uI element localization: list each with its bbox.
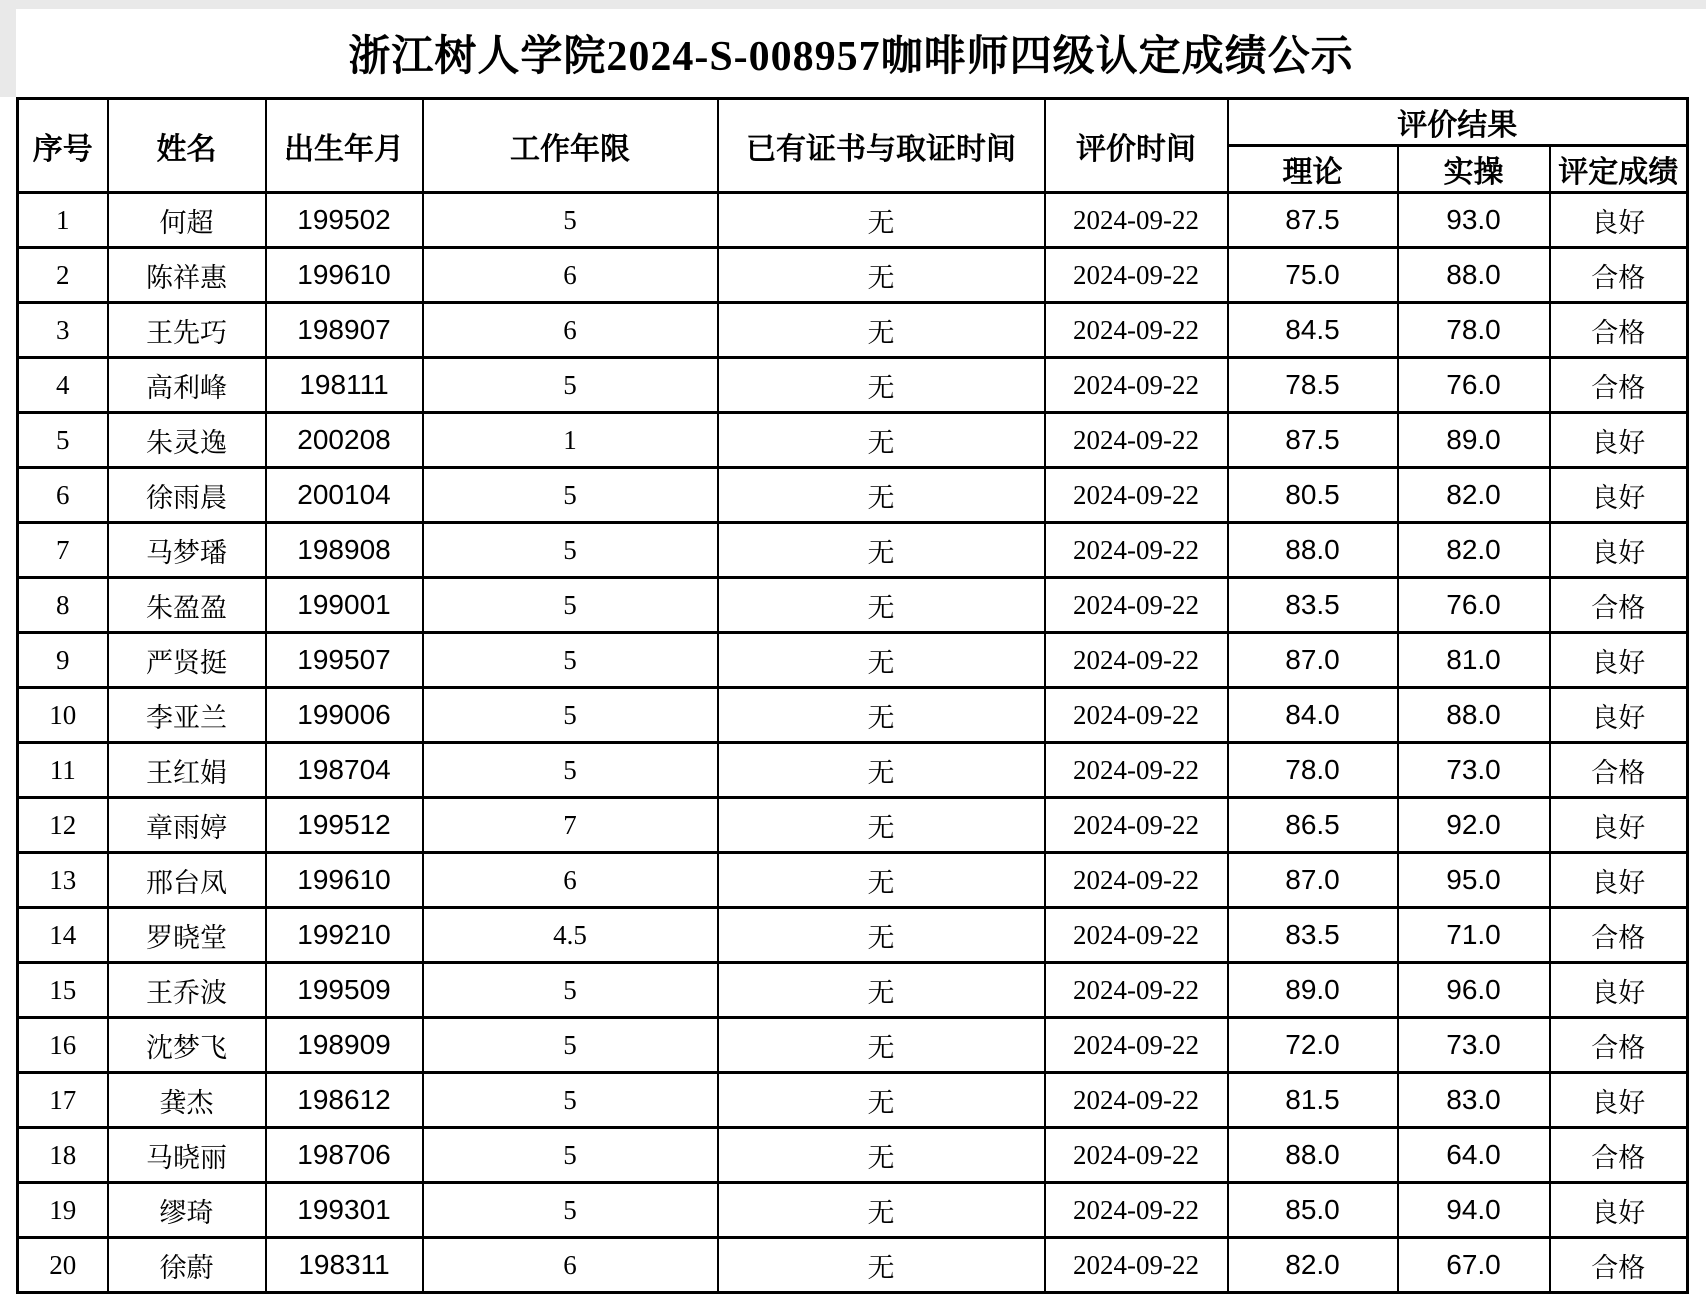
cell-eval-time: 2024-09-22 [1045, 1018, 1228, 1073]
cell-birth: 198704 [266, 743, 423, 798]
cell-name: 章雨婷 [108, 798, 266, 853]
header-theory: 理论 [1228, 146, 1398, 193]
cell-eval-time: 2024-09-22 [1045, 248, 1228, 303]
cell-cert: 无 [718, 248, 1045, 303]
cell-practical: 71.0 [1398, 908, 1550, 963]
table-row [18, 1238, 1688, 1293]
cell-birth: 199210 [266, 908, 423, 963]
cell-name: 马晓丽 [108, 1128, 266, 1183]
cell-index: 16 [18, 1018, 108, 1073]
cell-years: 7 [423, 798, 718, 853]
cell-practical: 92.0 [1398, 798, 1550, 853]
header-name: 姓名 [108, 99, 266, 193]
cell-index: 6 [18, 468, 108, 523]
cell-theory: 88.0 [1228, 523, 1398, 578]
cell-years: 5 [423, 578, 718, 633]
cell-index: 20 [18, 1238, 108, 1293]
cell-birth: 198907 [266, 303, 423, 358]
cell-cert: 无 [718, 1183, 1045, 1238]
cell-theory: 85.0 [1228, 1183, 1398, 1238]
cell-birth: 198111 [266, 358, 423, 413]
cell-theory: 89.0 [1228, 963, 1398, 1018]
cell-index: 18 [18, 1128, 108, 1183]
cell-name: 王红娟 [108, 743, 266, 798]
cell-years: 6 [423, 303, 718, 358]
cell-eval-time: 2024-09-22 [1045, 523, 1228, 578]
cell-grade: 合格 [1550, 1018, 1688, 1073]
cell-practical: 88.0 [1398, 688, 1550, 743]
cell-theory: 72.0 [1228, 1018, 1398, 1073]
cell-practical: 89.0 [1398, 413, 1550, 468]
cell-grade: 合格 [1550, 1128, 1688, 1183]
cell-eval-time: 2024-09-22 [1045, 908, 1228, 963]
sheet-margin-left [0, 9, 16, 97]
cell-grade: 合格 [1550, 248, 1688, 303]
cell-practical: 73.0 [1398, 1018, 1550, 1073]
header-birth: 出生年月 [266, 99, 423, 193]
cell-practical: 95.0 [1398, 853, 1550, 908]
cell-years: 5 [423, 743, 718, 798]
cell-eval-time: 2024-09-22 [1045, 963, 1228, 1018]
header-cert: 已有证书与取证时间 [718, 99, 1045, 193]
header-grade: 评定成绩 [1550, 146, 1688, 193]
cell-grade: 合格 [1550, 578, 1688, 633]
cell-birth: 199301 [266, 1183, 423, 1238]
cell-practical: 81.0 [1398, 633, 1550, 688]
cell-grade: 合格 [1550, 358, 1688, 413]
cell-grade: 合格 [1550, 1238, 1688, 1293]
cell-birth: 198909 [266, 1018, 423, 1073]
cell-practical: 93.0 [1398, 193, 1550, 248]
cell-grade: 良好 [1550, 633, 1688, 688]
cell-birth: 199512 [266, 798, 423, 853]
cell-birth: 199507 [266, 633, 423, 688]
cell-index: 3 [18, 303, 108, 358]
cell-birth: 199610 [266, 853, 423, 908]
table-body [18, 193, 1688, 1293]
cell-theory: 80.5 [1228, 468, 1398, 523]
cell-birth: 199509 [266, 963, 423, 1018]
cell-birth: 198706 [266, 1128, 423, 1183]
cell-theory: 81.5 [1228, 1073, 1398, 1128]
cell-cert: 无 [718, 963, 1045, 1018]
cell-theory: 87.0 [1228, 633, 1398, 688]
table-row [18, 963, 1688, 1018]
cell-birth: 198311 [266, 1238, 423, 1293]
cell-eval-time: 2024-09-22 [1045, 798, 1228, 853]
cell-cert: 无 [718, 1018, 1045, 1073]
cell-grade: 良好 [1550, 798, 1688, 853]
cell-cert: 无 [718, 193, 1045, 248]
cell-theory: 83.5 [1228, 908, 1398, 963]
cell-theory: 83.5 [1228, 578, 1398, 633]
cell-name: 缪琦 [108, 1183, 266, 1238]
cell-eval-time: 2024-09-22 [1045, 633, 1228, 688]
cell-name: 罗晓堂 [108, 908, 266, 963]
table-row [18, 413, 1688, 468]
cell-name: 马梦璠 [108, 523, 266, 578]
cell-years: 5 [423, 468, 718, 523]
cell-grade: 合格 [1550, 908, 1688, 963]
cell-index: 12 [18, 798, 108, 853]
cell-eval-time: 2024-09-22 [1045, 413, 1228, 468]
cell-practical: 76.0 [1398, 358, 1550, 413]
cell-practical: 67.0 [1398, 1238, 1550, 1293]
table-row [18, 578, 1688, 633]
cell-grade: 良好 [1550, 1073, 1688, 1128]
table-row [18, 633, 1688, 688]
cell-name: 李亚兰 [108, 688, 266, 743]
cell-practical: 83.0 [1398, 1073, 1550, 1128]
header-index: 序号 [18, 99, 108, 193]
title-box [16, 9, 1686, 97]
cell-index: 1 [18, 193, 108, 248]
cell-theory: 82.0 [1228, 1238, 1398, 1293]
cell-cert: 无 [718, 743, 1045, 798]
cell-theory: 87.5 [1228, 193, 1398, 248]
cell-eval-time: 2024-09-22 [1045, 1183, 1228, 1238]
table-row [18, 798, 1688, 853]
cell-cert: 无 [718, 908, 1045, 963]
cell-grade: 良好 [1550, 963, 1688, 1018]
cell-cert: 无 [718, 1073, 1045, 1128]
cell-index: 19 [18, 1183, 108, 1238]
cell-theory: 84.5 [1228, 303, 1398, 358]
table-row [18, 303, 1688, 358]
cell-cert: 无 [718, 798, 1045, 853]
header-practical: 实操 [1398, 146, 1550, 193]
cell-years: 5 [423, 633, 718, 688]
cell-years: 5 [423, 523, 718, 578]
table-row [18, 523, 1688, 578]
cell-practical: 82.0 [1398, 468, 1550, 523]
scores-table [16, 97, 1689, 1294]
cell-cert: 无 [718, 688, 1045, 743]
cell-name: 龚杰 [108, 1073, 266, 1128]
cell-birth: 198612 [266, 1073, 423, 1128]
cell-birth: 198908 [266, 523, 423, 578]
cell-birth: 199502 [266, 193, 423, 248]
cell-name: 徐蔚 [108, 1238, 266, 1293]
cell-theory: 87.5 [1228, 413, 1398, 468]
cell-index: 10 [18, 688, 108, 743]
cell-birth: 200104 [266, 468, 423, 523]
cell-index: 11 [18, 743, 108, 798]
cell-eval-time: 2024-09-22 [1045, 1073, 1228, 1128]
cell-grade: 良好 [1550, 413, 1688, 468]
table-header [18, 99, 1688, 193]
cell-cert: 无 [718, 1128, 1045, 1183]
cell-grade: 良好 [1550, 468, 1688, 523]
table-row [18, 468, 1688, 523]
cell-cert: 无 [718, 413, 1045, 468]
cell-index: 9 [18, 633, 108, 688]
cell-eval-time: 2024-09-22 [1045, 1128, 1228, 1183]
cell-name: 何超 [108, 193, 266, 248]
cell-name: 王先巧 [108, 303, 266, 358]
table-row [18, 248, 1688, 303]
cell-index: 7 [18, 523, 108, 578]
cell-practical: 73.0 [1398, 743, 1550, 798]
cell-practical: 88.0 [1398, 248, 1550, 303]
header-eval-time: 评价时间 [1045, 99, 1228, 193]
cell-birth: 199610 [266, 248, 423, 303]
cell-cert: 无 [718, 468, 1045, 523]
cell-birth: 199001 [266, 578, 423, 633]
cell-index: 4 [18, 358, 108, 413]
cell-eval-time: 2024-09-22 [1045, 688, 1228, 743]
cell-name: 高利峰 [108, 358, 266, 413]
table-row [18, 358, 1688, 413]
cell-cert: 无 [718, 578, 1045, 633]
cell-theory: 86.5 [1228, 798, 1398, 853]
cell-birth: 200208 [266, 413, 423, 468]
cell-grade: 良好 [1550, 523, 1688, 578]
cell-birth: 199006 [266, 688, 423, 743]
cell-index: 8 [18, 578, 108, 633]
table-row [18, 1073, 1688, 1128]
header-result-group: 评价结果 [1228, 99, 1688, 146]
cell-grade: 合格 [1550, 743, 1688, 798]
cell-eval-time: 2024-09-22 [1045, 193, 1228, 248]
cell-eval-time: 2024-09-22 [1045, 578, 1228, 633]
cell-grade: 良好 [1550, 688, 1688, 743]
cell-cert: 无 [718, 853, 1045, 908]
cell-eval-time: 2024-09-22 [1045, 358, 1228, 413]
cell-name: 严贤挺 [108, 633, 266, 688]
cell-grade: 良好 [1550, 193, 1688, 248]
cell-cert: 无 [718, 1238, 1045, 1293]
cell-cert: 无 [718, 303, 1045, 358]
cell-cert: 无 [718, 523, 1045, 578]
cell-practical: 76.0 [1398, 578, 1550, 633]
header-years: 工作年限 [423, 99, 718, 193]
cell-name: 陈祥惠 [108, 248, 266, 303]
table-row [18, 193, 1688, 248]
cell-index: 15 [18, 963, 108, 1018]
cell-years: 5 [423, 1073, 718, 1128]
table-row [18, 1018, 1688, 1073]
cell-years: 1 [423, 413, 718, 468]
cell-years: 5 [423, 1183, 718, 1238]
table-row [18, 908, 1688, 963]
cell-name: 朱盈盈 [108, 578, 266, 633]
cell-index: 17 [18, 1073, 108, 1128]
table-row [18, 743, 1688, 798]
cell-theory: 75.0 [1228, 248, 1398, 303]
cell-index: 14 [18, 908, 108, 963]
cell-name: 徐雨晨 [108, 468, 266, 523]
cell-years: 5 [423, 688, 718, 743]
cell-name: 王乔波 [108, 963, 266, 1018]
cell-years: 4.5 [423, 908, 718, 963]
cell-eval-time: 2024-09-22 [1045, 303, 1228, 358]
cell-name: 朱灵逸 [108, 413, 266, 468]
cell-years: 5 [423, 358, 718, 413]
cell-theory: 88.0 [1228, 1128, 1398, 1183]
cell-cert: 无 [718, 633, 1045, 688]
cell-theory: 78.5 [1228, 358, 1398, 413]
cell-index: 2 [18, 248, 108, 303]
cell-years: 5 [423, 1018, 718, 1073]
cell-eval-time: 2024-09-22 [1045, 1238, 1228, 1293]
table-row [18, 688, 1688, 743]
cell-years: 5 [423, 963, 718, 1018]
cell-practical: 64.0 [1398, 1128, 1550, 1183]
cell-index: 5 [18, 413, 108, 468]
cell-theory: 87.0 [1228, 853, 1398, 908]
cell-eval-time: 2024-09-22 [1045, 468, 1228, 523]
cell-practical: 94.0 [1398, 1183, 1550, 1238]
cell-eval-time: 2024-09-22 [1045, 853, 1228, 908]
cell-practical: 96.0 [1398, 963, 1550, 1018]
cell-grade: 合格 [1550, 303, 1688, 358]
cell-theory: 78.0 [1228, 743, 1398, 798]
cell-cert: 无 [718, 358, 1045, 413]
cell-years: 5 [423, 193, 718, 248]
page-title: 浙江树人学院2024-S-008957咖啡师四级认定成绩公示 [348, 34, 1354, 80]
cell-practical: 82.0 [1398, 523, 1550, 578]
cell-theory: 84.0 [1228, 688, 1398, 743]
table-row [18, 1183, 1688, 1238]
cell-name: 邢台凤 [108, 853, 266, 908]
cell-name: 沈梦飞 [108, 1018, 266, 1073]
cell-grade: 良好 [1550, 853, 1688, 908]
cell-eval-time: 2024-09-22 [1045, 743, 1228, 798]
cell-years: 6 [423, 248, 718, 303]
cell-years: 6 [423, 853, 718, 908]
cell-years: 6 [423, 1238, 718, 1293]
table-row [18, 853, 1688, 908]
cell-practical: 78.0 [1398, 303, 1550, 358]
sheet-margin-top [0, 0, 1706, 9]
cell-years: 5 [423, 1128, 718, 1183]
cell-index: 13 [18, 853, 108, 908]
table-row [18, 1128, 1688, 1183]
cell-grade: 良好 [1550, 1183, 1688, 1238]
